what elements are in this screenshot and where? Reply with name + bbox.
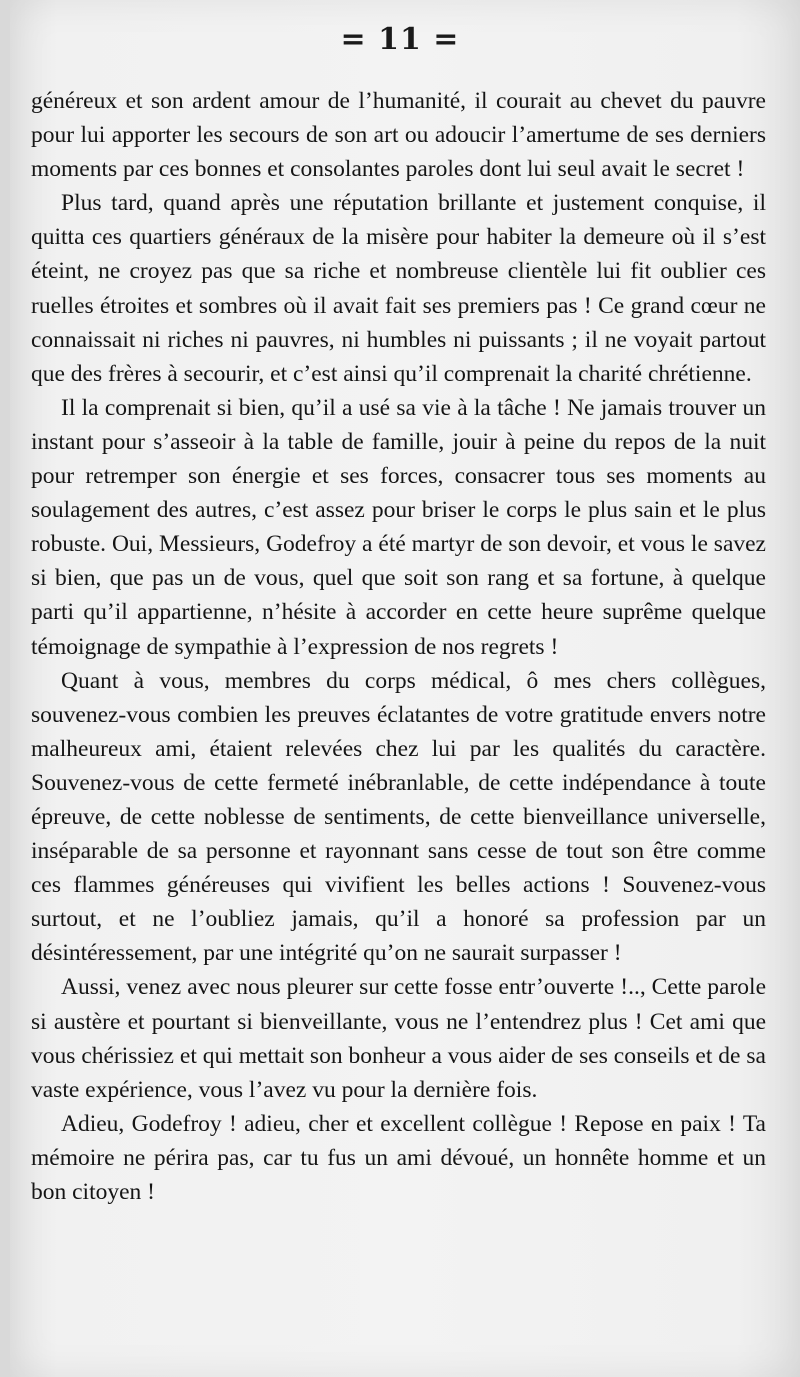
paragraph: Adieu, Godefroy ! adieu, cher et excellent collègue ! Repose en paix ! Ta mémoire ne périra pas, car tu fus un ami dévoué, un honnête homme et un bon citoyen !	[31, 1110, 766, 1205]
body-text	[31, 84, 766, 1209]
paragraph: Aussi, venez avec nous pleurer sur cette fosse entr’ouverte !.., Cette parole si austère et pourtant si bienveillante, vous ne l’entendrez plus ! Cet ami que vous chérissiez et qui mettait son bonheur a vous aider de ses conseils et de sa vaste expérience, vous l’avez vu pour la dernière fois.	[31, 974, 766, 1103]
paragraph: Quant à vous, membres du corps médical, ô mes chers collègues, souvenez-vous combien les preuves éclatantes de votre gratitude envers notre malheureux ami, étaient relevées chez lui par les qualités du caractère. Souvenez-vous de cette fermeté inébranlable, de cette indépendance à toute épreuve, de cette noblesse de sentiments, de cette bienveillance universelle, inséparable de sa personne et rayonnant sans cesse de tout son être comme ces flammes généreuses qui vivifient les belles actions ! Souvenez-vous surtout, et ne l’oubliez jamais, qu’il a honoré sa profession par un désintéressement, par une intégrité qu’on ne saurait surpasser !	[31, 667, 766, 967]
book-page	[10, 0, 800, 1377]
paragraph: généreux et son ardent amour de l’humanité, il courait au chevet du pauvre pour lui apporter les secours de son art ou adoucir l’amertume de ses derniers moments par ces bonnes et consolantes paroles dont lui seul avait le secret !	[31, 88, 766, 183]
paragraph: Il la comprenait si bien, qu’il a usé sa vie à la tâche ! Ne jamais trouver un instant pour s’asseoir à la table de famille, jouir à peine du repos de la nuit pour retremper son énergie et ses forces, consacrer tous ses moments au soulagement des autres, c’est assez pour briser le corps le plus sain et le plus robuste. Oui, Messieurs, Godefroy a été martyr de son devoir, et vous le savez si bien, que pas un de vous, quel que soit son rang et sa fortune, à quelque parti qu’il appartienne, n’hésite à accorder en cette heure suprême quelque témoignage de sympathie à l’expression de nos regrets !	[31, 394, 766, 660]
page-number: = 11 =	[340, 22, 460, 57]
paragraph: Plus tard, quand après une réputation brillante et justement conquise, il quitta ces quartiers généraux de la misère pour habiter la demeure où il s’est éteint, ne croyez pas que sa riche et nombreuse clientèle lui fit oublier ces ruelles étroites et sombres où il avait fait ses premiers pas ! Ce grand cœur ne connaissait ni riches ni pauvres, ni humbles ni puissants ; il ne voyait partout que des frères à secourir, et c’est ainsi qu’il comprenait la charité chrétienne.	[31, 190, 766, 387]
